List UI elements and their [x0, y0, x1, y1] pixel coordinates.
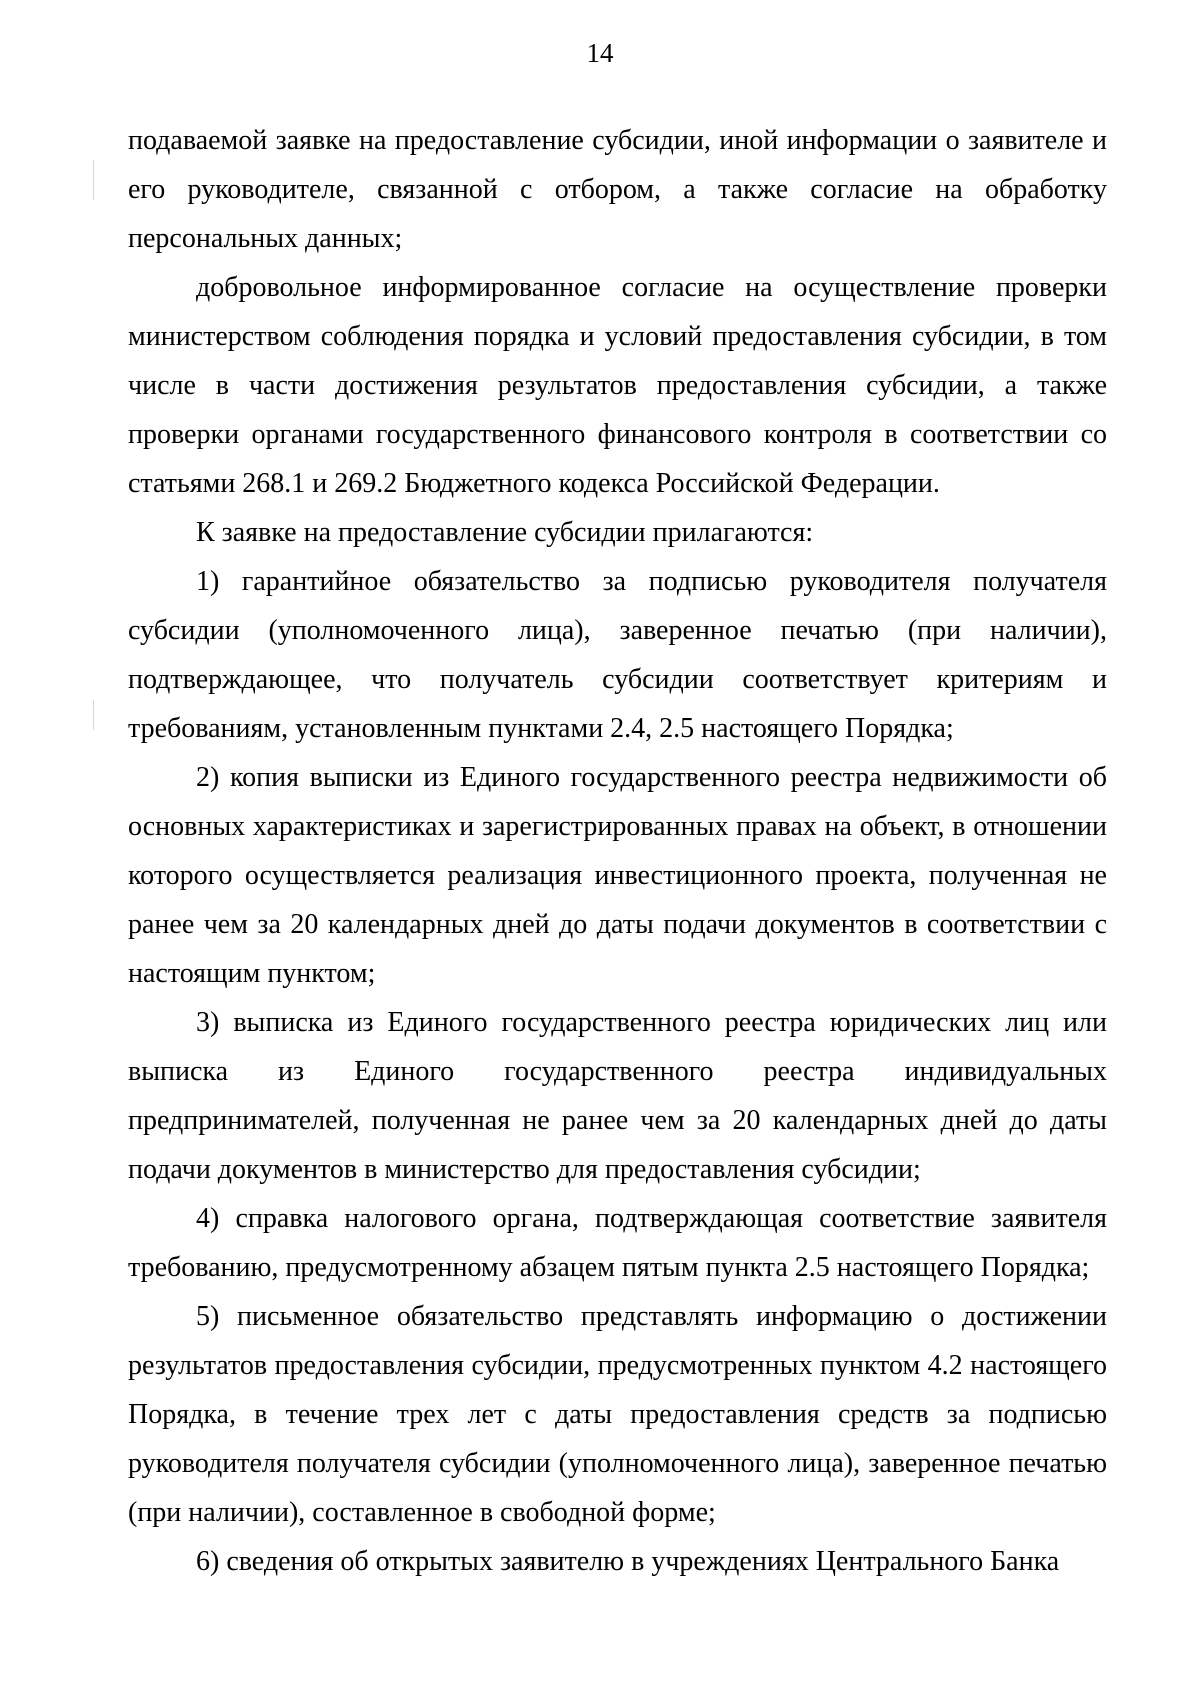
list-item-3: 3) выписка из Единого государственного реестра юридических лиц или выписка из Единого государственного реестра индивидуальных предпринимателей, полученная не ранее чем за 20 календарных дней до даты подачи документов в министерство для предоставления субсидии;	[128, 1007, 1107, 1185]
paragraph-consent: добровольное информированное согласие на осуществление проверки министерством соблюдения порядка и условий предоставления субсидии, в том числе в части достижения результатов предоставления субсидии, а также проверки органами государственного финансового контроля в соответствии со статьями 268.1 и 269.2 Бюджетного кодекса Российской Федерации.	[128, 272, 1107, 499]
list-item-4: 4) справка налогового органа, подтверждающая соответствие заявителя требованию, предусмотренному абзацем пятым пункта 2.5 настоящего Порядка;	[128, 1203, 1107, 1283]
page-number: 14	[586, 38, 614, 68]
list-item-5: 5) письменное обязательство представлять информацию о достижении результатов предоставления субсидии, предусмотренных пунктом 4.2 настоящего Порядка, в течение трех лет с даты предоставления средств за подписью руководителя получателя субсидии (уполномоченного лица), заверенное печатью (при наличии), составленное в свободной форме;	[128, 1301, 1107, 1528]
paragraph-attachments-intro: К заявке на предоставление субсидии прилагаются:	[196, 517, 814, 548]
scan-artifact-line	[93, 700, 94, 730]
paragraph-continuation: подаваемой заявке на предоставление субсидии, иной информации о заявителе и его руководителе, связанной с отбором, а также согласие на обработку персональных данных;	[128, 125, 1107, 254]
list-item-1: 1) гарантийное обязательство за подписью руководителя получателя субсидии (уполномоченного лица), заверенное печатью (при наличии), подтверждающее, что получатель субсидии соответствует критериям и требованиям, установленным пунктами 2.4, 2.5 настоящего Порядка;	[128, 566, 1107, 744]
scan-artifact-line	[93, 160, 94, 200]
list-item-6: 6) сведения об открытых заявителю в учреждениях Центрального Банка	[196, 1546, 1060, 1577]
list-item-2: 2) копия выписки из Единого государственного реестра недвижимости об основных характеристиках и зарегистрированных правах на объект, в отношении которого осуществляется реализация инвестиционного проекта, полученная не ранее чем за 20 календарных дней до даты подачи документов в соответствии с настоящим пунктом;	[128, 762, 1107, 989]
document-body	[128, 116, 1107, 1586]
